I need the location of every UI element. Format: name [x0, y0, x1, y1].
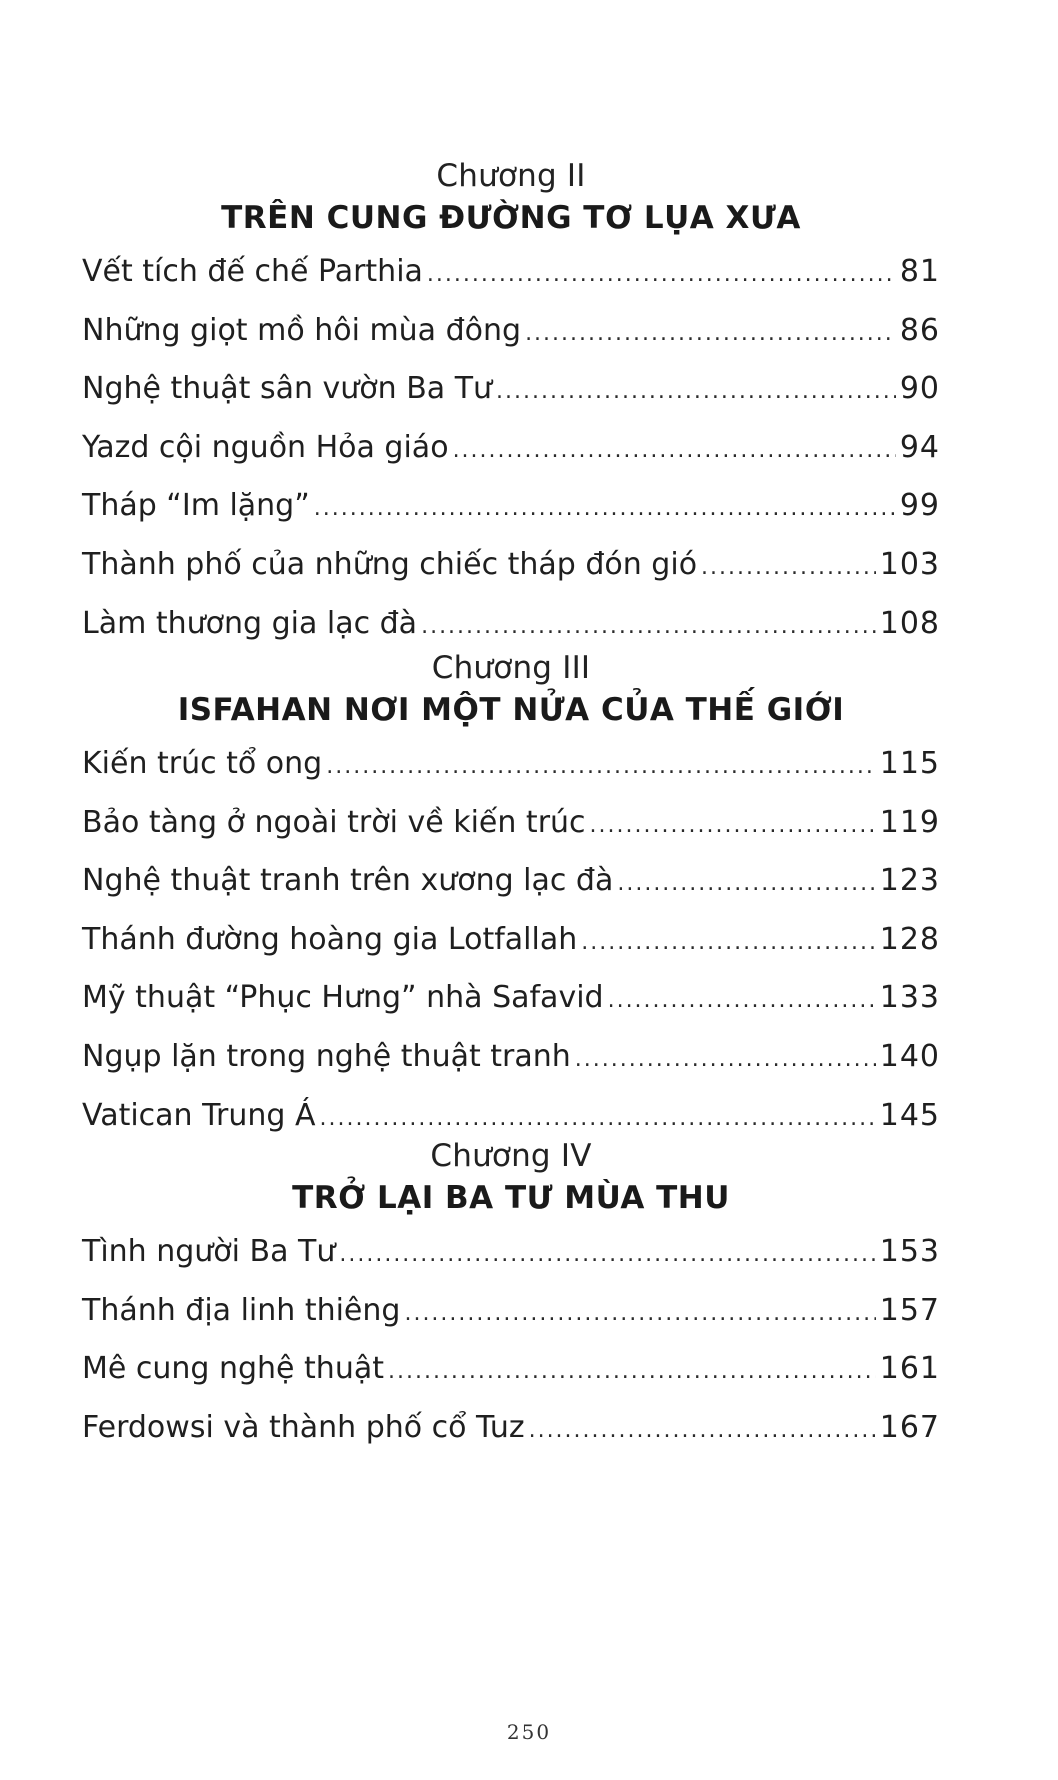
toc-entry	[82, 545, 940, 604]
chapter-label: Chương III	[431, 650, 591, 686]
toc-entry	[82, 1408, 940, 1467]
toc-entry	[82, 861, 940, 920]
chapter-3	[82, 650, 940, 1154]
toc-entry	[82, 978, 940, 1037]
toc-entry-page: 167	[879, 1409, 940, 1445]
dot-leader	[326, 747, 876, 787]
toc-entry-page: 115	[879, 746, 940, 781]
toc-entry	[82, 311, 940, 370]
toc-entry-title: Làm thương gia lạc đà	[82, 605, 418, 641]
toc-entry-page: 128	[879, 921, 940, 957]
dot-leader	[608, 981, 876, 1021]
toc-entry-page: 133	[879, 980, 940, 1016]
dot-leader	[701, 548, 876, 588]
toc-entry-page: 108	[879, 605, 940, 641]
toc-entry-title: Mê cung nghệ thuật	[82, 1351, 384, 1387]
toc-entry-page: 94	[899, 429, 940, 465]
dot-leader	[319, 1099, 875, 1139]
toc-entry-list	[82, 252, 940, 662]
toc-entry-page: 153	[879, 1234, 940, 1269]
chapter-title: TRỞ LẠI BA TƯ MÙA THU	[292, 1180, 730, 1216]
toc-entry-page: 103	[879, 546, 940, 582]
toc-entry-title: Những giọt mồ hôi mùa đông	[82, 312, 522, 348]
dot-leader	[421, 607, 876, 647]
toc-entry-title: Yazd cội nguồn Hỏa giáo	[82, 429, 449, 465]
toc-entry	[82, 803, 940, 862]
dot-leader	[581, 923, 875, 963]
dot-leader	[388, 1352, 876, 1392]
dot-leader	[496, 372, 896, 412]
chapter-4	[82, 1138, 940, 1466]
toc-entry-page: 161	[879, 1351, 940, 1387]
toc-entry	[82, 744, 940, 803]
page-number: 250	[506, 1720, 552, 1744]
toc-entry	[82, 1349, 940, 1408]
toc-entry-title: Mỹ thuật “Phục Hưng” nhà Safavid	[82, 980, 604, 1016]
chapter-label: Chương IV	[430, 1138, 592, 1174]
chapter-2	[82, 158, 940, 662]
toc-entry	[82, 252, 940, 311]
toc-entry-title: Bảo tàng ở ngoài trời về kiến trúc	[82, 804, 586, 840]
dot-leader	[427, 255, 896, 295]
toc-entry	[82, 369, 940, 428]
dot-leader	[314, 489, 896, 529]
chapter-title: ISFAHAN NƠI MỘT NỬA CỦA THẾ GIỚI	[177, 692, 845, 728]
dot-leader	[453, 431, 896, 471]
toc-entry-page: 157	[879, 1292, 940, 1328]
toc-entry-title: Vết tích đế chế Parthia	[82, 254, 423, 289]
dot-leader	[525, 314, 896, 354]
dot-leader	[529, 1411, 876, 1451]
toc-entry-title: Tháp “Im lặng”	[82, 488, 310, 524]
toc-entry	[82, 428, 940, 487]
toc-entry-title: Thánh đường hoàng gia Lotfallah	[82, 921, 578, 957]
toc-entry-page: 90	[899, 371, 940, 407]
toc-entry	[82, 1291, 940, 1350]
toc-entry	[82, 486, 940, 545]
toc-entry-title: Vatican Trung Á	[82, 1097, 316, 1133]
toc-entry-page: 140	[879, 1038, 940, 1074]
toc-entry-title: Kiến trúc tổ ong	[82, 746, 323, 781]
dot-leader	[339, 1235, 875, 1275]
chapter-label: Chương II	[436, 158, 586, 194]
toc-entry-title: Tình người Ba Tư	[82, 1234, 336, 1269]
dot-leader	[575, 1040, 876, 1080]
dot-leader	[617, 864, 875, 904]
dot-leader	[404, 1294, 875, 1334]
chapter-title: TRÊN CUNG ĐƯỜNG TƠ LỤA XƯA	[221, 200, 801, 236]
toc-entry-list	[82, 1232, 940, 1466]
toc-entry-title: Nghệ thuật sân vườn Ba Tư	[82, 371, 493, 407]
toc-entry-title: Nghệ thuật tranh trên xương lạc đà	[82, 863, 614, 899]
toc-entry-title: Ngụp lặn trong nghệ thuật tranh	[82, 1038, 571, 1074]
toc-entry	[82, 1037, 940, 1096]
toc-entry-list	[82, 744, 940, 1154]
dot-leader	[590, 806, 876, 846]
toc-entry-page: 145	[879, 1097, 940, 1133]
toc-entry	[82, 1232, 940, 1291]
toc-entry-title: Thành phố của những chiếc tháp đón gió	[82, 546, 698, 582]
toc-entry-title: Ferdowsi và thành phố cổ Tuz	[82, 1409, 525, 1445]
toc-entry-page: 99	[899, 488, 940, 524]
toc-entry	[82, 920, 940, 979]
toc-entry-page: 123	[879, 863, 940, 899]
toc-entry-page: 81	[899, 254, 940, 289]
toc-entry-page: 86	[899, 312, 940, 348]
toc-entry-title: Thánh địa linh thiêng	[82, 1292, 401, 1328]
toc-entry-page: 119	[879, 804, 940, 840]
